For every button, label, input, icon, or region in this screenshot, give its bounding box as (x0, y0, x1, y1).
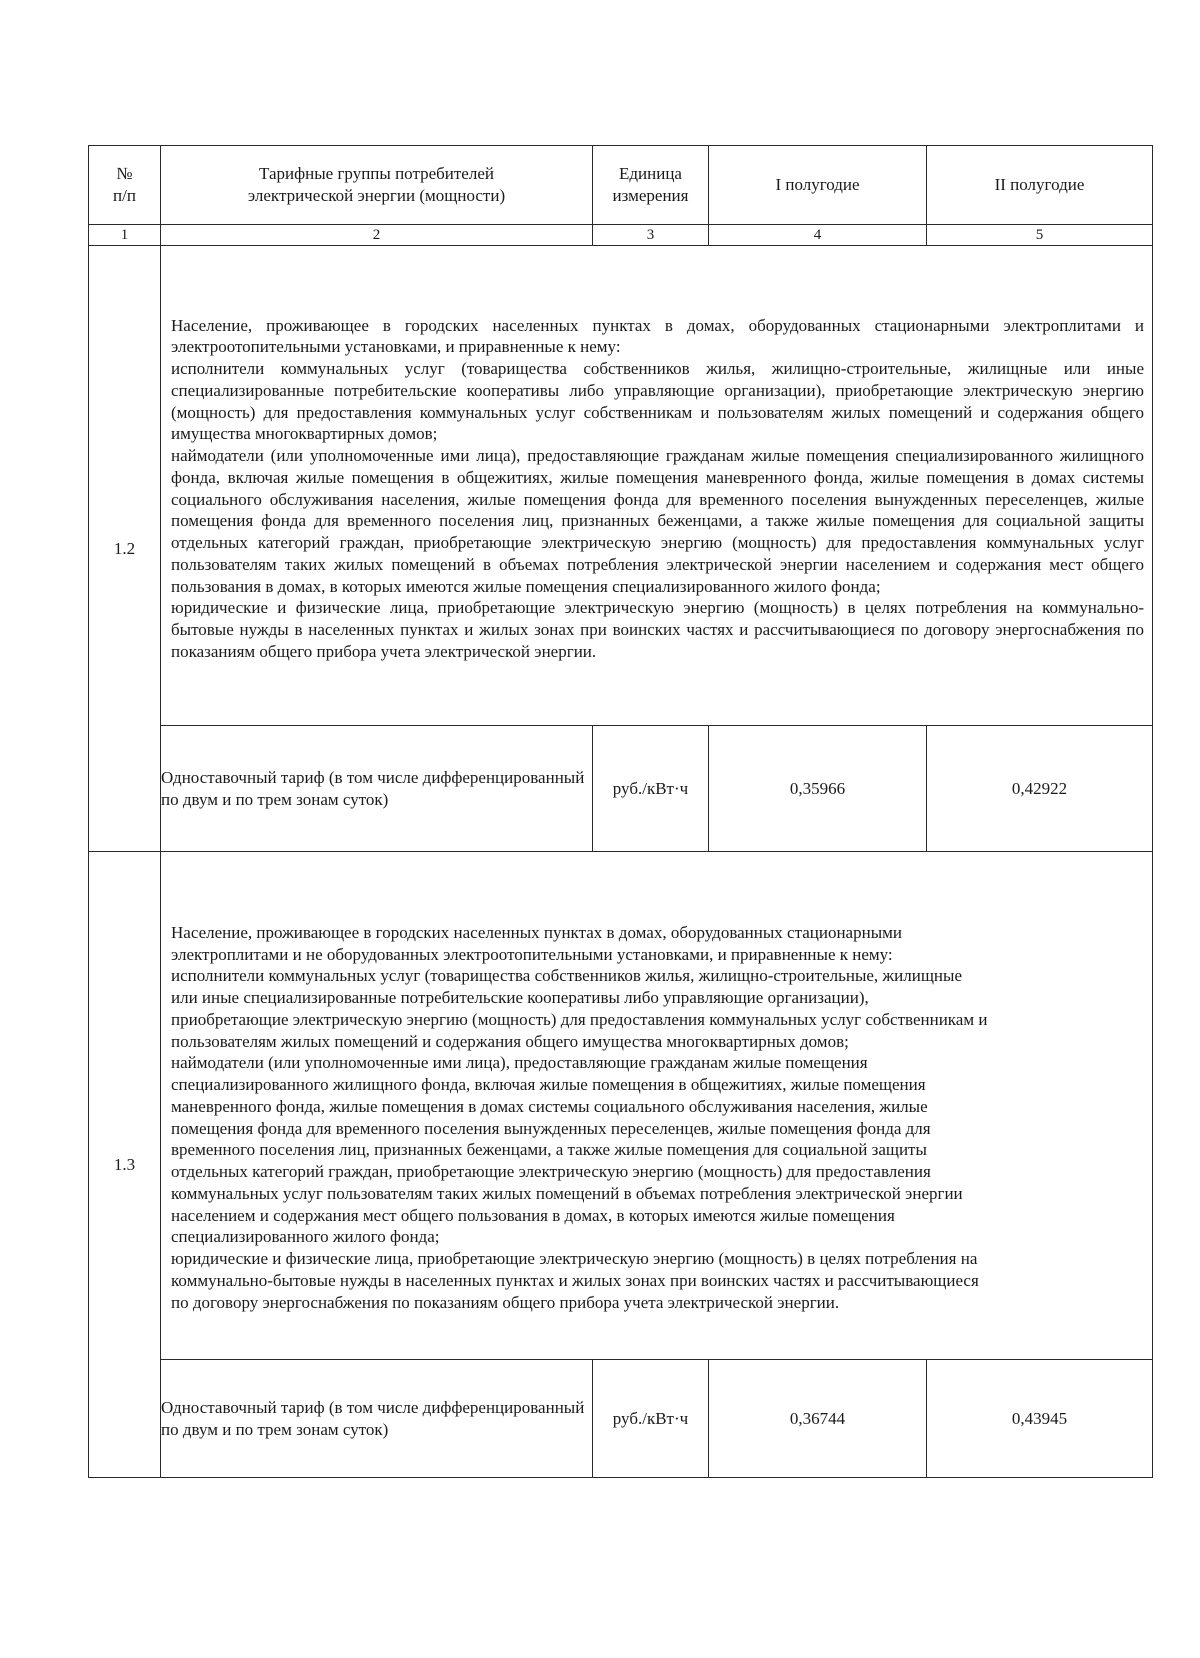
header-first-half: I полугодие (709, 146, 927, 225)
header-unit: Единица измерения (593, 146, 709, 225)
tariff-row (89, 726, 1153, 852)
column-index: 2 (161, 225, 593, 246)
table-row (89, 246, 1153, 726)
group-description: Население, проживающее в городских населенных пунктах в домах, оборудованных стационарными электроплитами и электроотопительными установками, и приравненные к нему: исполнители коммунальных услуг (товарищества собственников жилья, жилищно-строительные, жилищные или иные специализированные потребительские кооперативы либо управляющие организации), приобретающие электрическую энергию (мощность) для предоставления коммунальных услуг собственникам и пользователям жилых помещений и содержания общего имущества многоквартирных домов; наймодатели (или уполномоченные ими лица), предоставляющие гражданам жилые помещения специализированного жилищного фонда, включая жилые помещения в общежитиях, жилые помещения маневренного фонда, жилые помещения в домах системы социального обслуживания населения, жилые помещения фонда для временного поселения вынужденных переселенцев, жилые помещения фонда для временного поселения лиц, признанных беженцами, а также жилые помещения для социальной защиты отдельных категорий граждан, приобретающие электрическую энергию (мощность) для предоставления коммунальных услуг пользователям таких жилых помещений в объемах потребления электрической энергии населением и содержания мест общего пользования в домах, в которых имеются жилые помещения специализированного жилого фонда; юридические и физические лица, приобретающие электрическую энергию (мощность) в целях потребления на коммунально-бытовые нужды в населенных пунктах и жилых зонах при воинских частях и рассчитывающиеся по договору энергоснабжения по показаниям общего прибора учета электрической энергии. (171, 315, 1144, 661)
row-number: 1.2 (89, 246, 161, 852)
header-num: № п/п (89, 146, 161, 225)
tariff-row (89, 1360, 1153, 1478)
table-row (89, 852, 1153, 1360)
header-group: Тарифные группы потребителей электрической энергии (мощности) (161, 146, 593, 225)
second-half-value: 0,43945 (927, 1360, 1153, 1478)
tariff-table (88, 145, 1153, 1478)
unit-value: руб./кВт·ч (593, 1360, 709, 1478)
header-row (89, 146, 1153, 225)
first-half-value: 0,36744 (709, 1360, 927, 1478)
group-description-cell (161, 852, 1153, 1360)
group-description: Население, проживающее в городских населенных пунктах в домах, оборудованных стационарными электроплитами и не оборудованных электроотопительными установками, и приравненные к нему: исполнители коммунальных услуг (товарищества собственников жилья, жилищно-строительные, жилищные или иные специализированные потребительские кооперативы либо управляющие организации), приобретающие электрическую энергию (мощность) для предоставления коммунальных услуг собственникам и пользователям жилых помещений и содержания общего имущества многоквартирных домов; наймодатели (или уполномоченные ими лица), предоставляющие гражданам жилые помещения специализированного жилищного фонда, включая жилые помещения в общежитиях, жилые помещения маневренного фонда, жилые помещения в домах системы социального обслуживания населения, жилые помещения фонда для временного поселения вынужденных переселенцев, жилые помещения фонда для временного поселения лиц, признанных беженцами, а также жилые помещения для социальной защиты отдельных категорий граждан, приобретающие электрическую энергию (мощность) для предоставления коммунальных услуг пользователям таких жилых помещений в объемах потребления электрической энергии населением и содержания мест общего пользования в домах, в которых имеются жилые помещения специализированного жилого фонда; юридические и физические лица, приобретающие электрическую энергию (мощность) в целях потребления на коммунально-бытовые нужды в населенных пунктах и жилых зонах при воинских частях и рассчитывающиеся по договору энергоснабжения по показаниям общего прибора учета электрической энергии. (171, 922, 988, 1312)
second-half-value: 0,42922 (927, 726, 1153, 852)
header-second-half: II полугодие (927, 146, 1153, 225)
first-half-value: 0,35966 (709, 726, 927, 852)
tariff-name: Одноставочный тариф (в том числе дифференцированный по двум и по трем зонам суток) (161, 1360, 593, 1478)
unit-value: руб./кВт·ч (593, 726, 709, 852)
group-description-cell (161, 246, 1153, 726)
row-number: 1.3 (89, 852, 161, 1478)
column-index: 3 (593, 225, 709, 246)
column-index: 1 (89, 225, 161, 246)
column-index: 5 (927, 225, 1153, 246)
tariff-name: Одноставочный тариф (в том числе дифференцированный по двум и по трем зонам суток) (161, 726, 593, 852)
column-index-row (89, 225, 1153, 246)
column-index: 4 (709, 225, 927, 246)
